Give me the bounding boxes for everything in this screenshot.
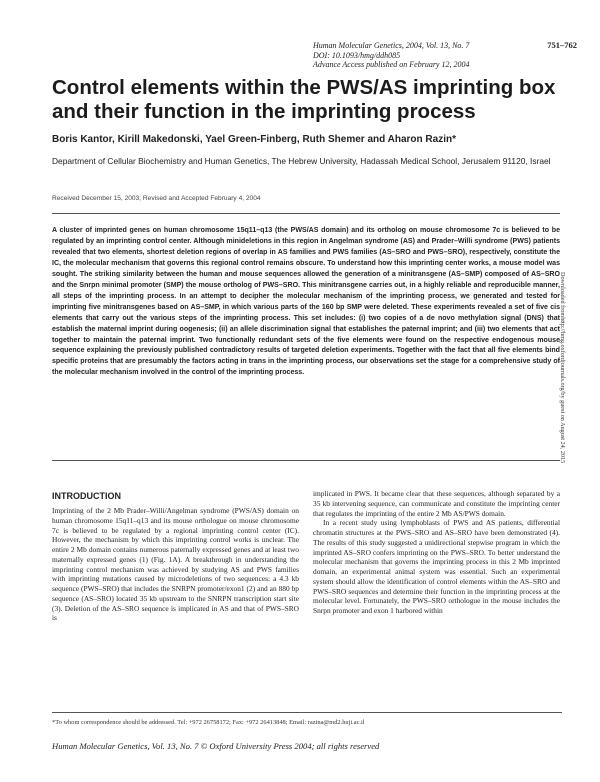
download-note-suffix: by guest on August 24, 2015 (559, 392, 566, 464)
copyright-footer: Human Molecular Genetics, Vol. 13, No. 7 © Oxford University Press 2004; all rights reserved (52, 741, 380, 751)
download-link[interactable]: http://hmg.oxfordjournals.org/ (559, 317, 566, 393)
correspondence-footnote: *To whom correspondence should be addressed. Tel: +972 26758172; Fax: +972 26413848; Email: razina@md2.huji.ac.il (52, 719, 365, 726)
advance-access-note: Advance Access published on February 12, 2004 (313, 60, 470, 69)
intro-paragraph-1: Imprinting of the 2 Mb Prader–Willi/Angelman syndrome (PWS/AS) domain on human chromosome 15q11–q13 and its mouse orthologue on mouse chromosome 7c is believed to be regulated by a regional imprinting control center (IC). However, the mechanism by which this imprinting control works is unclear. The entire 2 Mb domain contains numerous paternally expressed genes and at least two maternally expressed genes (1) (Fig. 1A). A breakthrough in understanding the imprinting control mechanism was achieved by studying AS and PWS families with imprinting mutations caused by microdeletions of two sequences: a 4.3 kb sequence (PWS–SRO) that includes the SNRPN promoter/exon1 (2) and an 880 bp sequence (AS–SRO) located 35 kb upstream to the SNRPN transcription start site (3). Deletion of the AS–SRO sequence is implicated in AS and that of PWS–SRO is (52, 506, 299, 623)
affiliation: Department of Cellular Biochemistry and Human Genetics, The Hebrew University, Hadassah Medical School, Jerusalem 91120, Israel (52, 156, 551, 166)
article-title: Control elements within the PWS/AS imprinting box and their function in the imprinting process (52, 76, 556, 123)
divider-top (52, 213, 560, 214)
abstract: A cluster of imprinted genes on human chromosome 15q11–q13 (the PWS/AS domain) and its ortholog on mouse chromosome 7c is believed to be regulated by an imprinting control center. Although minideletions in this region in Angelman syndrome (AS) and Prader–Willi syndrome (PWS) patients revealed that two elements, shortest deletion regions of overlap in AS families and PWS families (AS–SRO and PWS–SRO), respectively, constitute the IC, the molecular mechanism that governs this regional control remains obscure. To understand how this imprinting center works, a mouse model was sought. The striking similarity between the human and mouse sequences allowed the generation of a minitransgene (AS–SMP) composed of AS–SRO and the Snrpn minimal promoter (SMP) the mouse ortholog of PWS–SRO. This minitransgene carries out, in a highly reliable and reproducible manner, all steps of the imprinting process. In an attempt to decipher the molecular mechanism of the imprinting process, we generated and tested for imprinting five minitransgenes based on AS–SMP, in which various parts of the 160 bp SMP were deleted. These experiments revealed a set of five cis elements that carry out the various steps of the imprinting process. This set includes: (i) two copies of a de novo methylation signal (DNS) that establish the maternal imprint during oogenesis; (ii) an allele discrimination signal that establishes the paternal imprint; and (iii) two elements that act together to maintain the paternal imprint. Two functionally redundant sets of the five elements were found on the respective endogenous mouse sequence explaining the previously published contradictory results of targeted deletion experiments. Together with the fact that all five elements bind specific proteins that are presumably the factors acting in trans in the imprinting process, our observations set the stage for a comprehensive study of the molecular mechanism involved in the control of the imprinting process. (52, 227, 560, 377)
journal-header (313, 41, 585, 70)
footnote-rule (52, 712, 562, 713)
intro-paragraph-2: In a recent study using lymphoblasts of PWS and AS patients, differential chromatin structures at the PWS–SRO and AS–SRO have been demonstrated (4). The results of this study suggested a unidirectional stepwise program in which the imprinted AS–SRO confers imprinting on the PWS–SRO. To better understand the molecular mechanism that governs the imprinting process in this 2 Mb imprinted domain, an experimental animal system was essential. Such an experimental system should allow the identification of control elements within the AS–SRO and PWS–SRO sequences and determine their function in the imprinting process at the molecular level. Fortunately, the PWS–SRO orthologue in the mouse includes the Snrpn promoter and exon 1 harbored within (313, 518, 560, 615)
intro-paragraph-1-continued: implicated in PWS. It became clear that these sequences, although separated by a 35 kb intervening sequence, can communicate and constitute the imprinting center that regulates the imprinting of the entire 2 Mb AS/PWS domain. (313, 489, 560, 518)
journal-citation: Human Molecular Genetics, 2004, Vol. 13, No. 7 (313, 41, 470, 50)
right-column (313, 489, 560, 616)
section-heading: INTRODUCTION (52, 491, 121, 501)
divider-abstract (52, 460, 560, 461)
left-column (52, 506, 299, 623)
received-dates: Received December 15, 2003; Revised and Accepted February 4, 2004 (52, 195, 261, 202)
author-list: Boris Kantor, Kirill Makedonski, Yael Green-Finberg, Ruth Shemer and Aharon Razin* (52, 134, 456, 145)
doi: DOI: 10.1093/hmg/ddh085 (313, 50, 401, 60)
download-note-prefix: Downloaded from (559, 272, 566, 318)
download-note (559, 272, 566, 462)
page-range: 751–762 (547, 40, 577, 50)
